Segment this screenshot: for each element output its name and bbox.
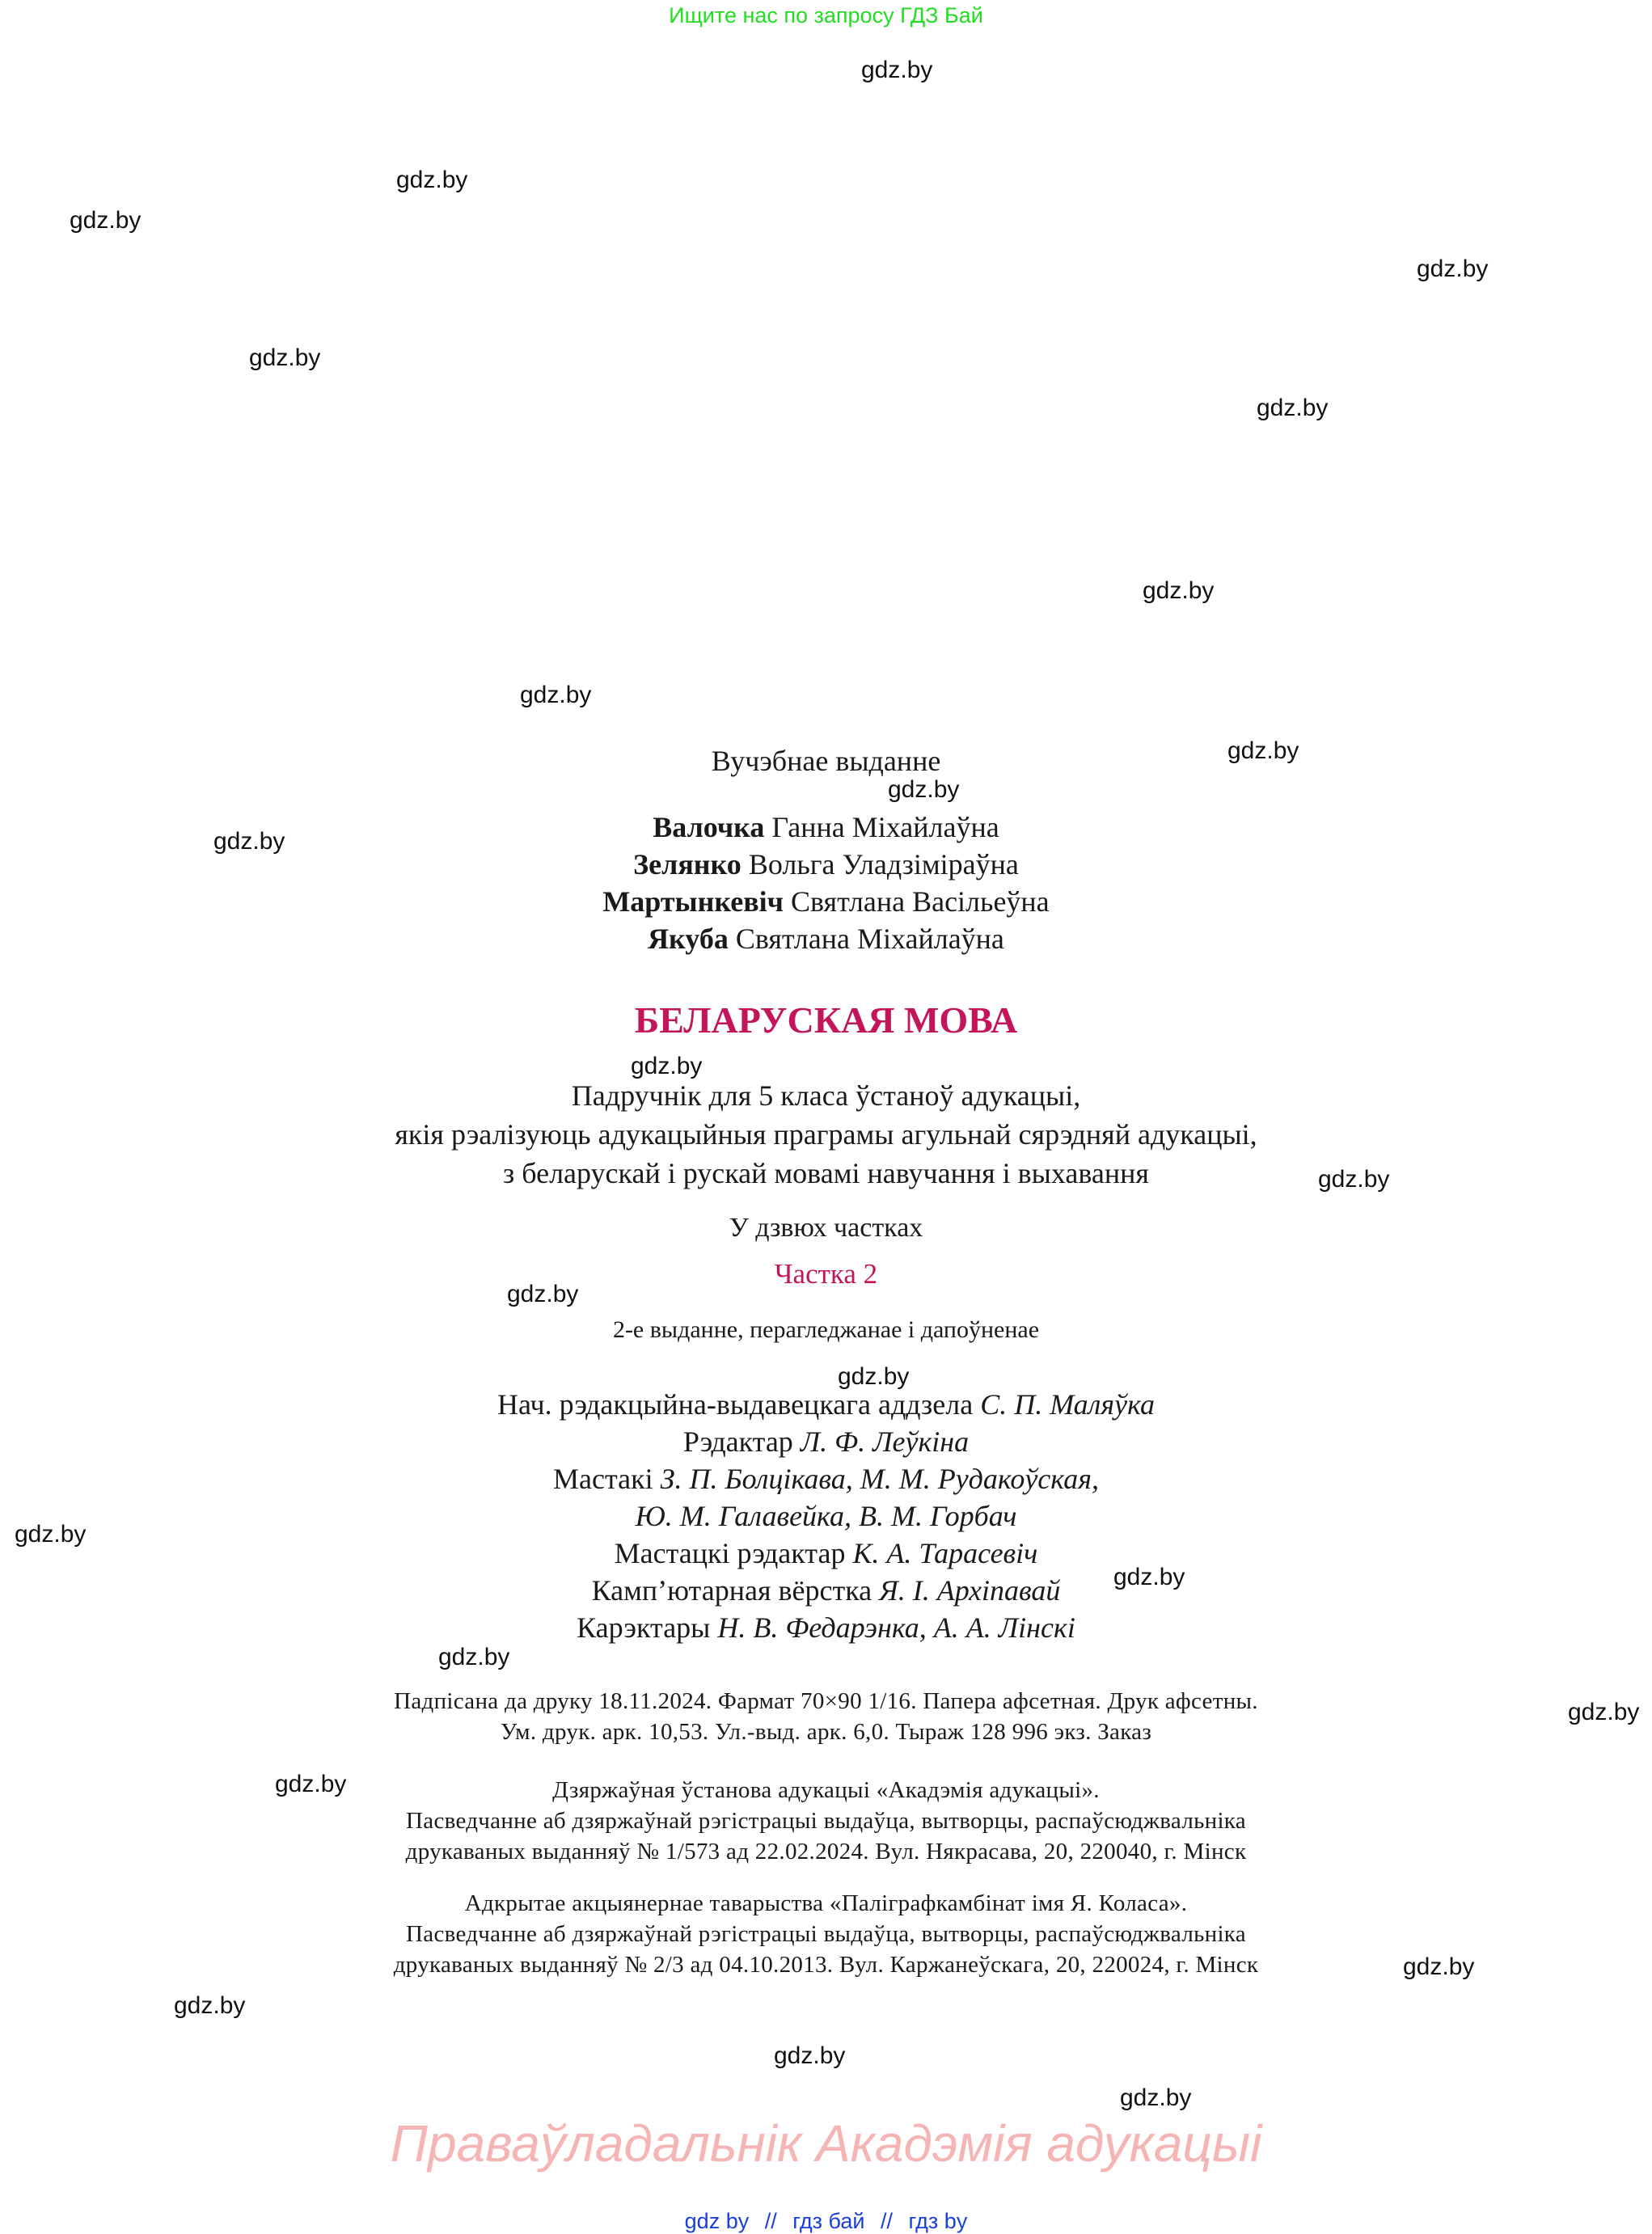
watermark-gdz-by: gdz.by <box>520 682 592 708</box>
subtitle-line-2: якія рэалізуюць адукацыйныя праграмы агульнай сярэдняй адукацыі, <box>395 1118 1257 1151</box>
watermark-gdz-by: gdz.by <box>249 344 321 371</box>
watermark-gdz-by: gdz.by <box>1257 395 1329 421</box>
credit-line <box>0 1387 1652 1421</box>
footer-link-gdz-by-cyr[interactable]: гдз by <box>908 2209 968 2233</box>
print-info-line-1: Падпісана да друку 18.11.2024. Фармат 70×90 1/16. Папера афсетная. Друк афсетны. <box>394 1688 1258 1714</box>
credit-names: Л. Ф. Леўкіна <box>800 1425 970 1458</box>
watermark-gdz-by: gdz.by <box>1568 1699 1640 1725</box>
credit-line <box>0 1611 1652 1645</box>
credit-names: З. П. Болцікава, М. М. Рудакоўская, <box>660 1463 1099 1495</box>
part-label: Частка 2 <box>774 1258 878 1290</box>
credit-role: Рэдактар <box>682 1425 793 1458</box>
watermark-gdz-by: gdz.by <box>1227 737 1299 764</box>
watermark-gdz-by: gdz.by <box>15 1521 87 1548</box>
watermark-gdz-by: gdz.by <box>275 1771 347 1797</box>
watermark-gdz-by: gdz.by <box>438 1644 510 1670</box>
credit-line <box>0 1536 1652 1570</box>
edition-note: 2-е выданне, перагледжанае і дапоўненае <box>612 1316 1040 1343</box>
watermark-gdz-by: gdz.by <box>838 1363 910 1390</box>
author-4 <box>0 922 1652 956</box>
credit-names: К. А. Тарасевіч <box>852 1537 1038 1569</box>
credit-role: Карэктары <box>577 1611 711 1644</box>
watermark-gdz-by: gdz.by <box>1120 2084 1192 2111</box>
watermark-gdz-by: gdz.by <box>631 1053 703 1079</box>
author-surname: Мартынкевіч <box>602 885 784 918</box>
print-info-line-2: Ум. друк. арк. 10,53. Ул.-выд. арк. 6,0. Тыраж 128 996 экз. Заказ <box>500 1719 1152 1745</box>
publisher-line-3: друкаваных выданняў № 1/573 ад 22.02.2024. Вул. Някрасава, 20, 220040, г. Мінск <box>405 1839 1247 1864</box>
watermark-gdz-by: gdz.by <box>213 828 285 855</box>
credit-role: Мастакі <box>553 1463 653 1495</box>
author-surname: Якуба <box>648 923 729 955</box>
author-surname: Зелянко <box>633 848 741 881</box>
subtitle-line-3: з беларускай і рускай мовамі навучання і выхавання <box>503 1157 1149 1189</box>
watermark-gdz-by: gdz.by <box>174 1992 246 2019</box>
watermark-gdz-by: gdz.by <box>774 2042 846 2069</box>
edition-type: Вучэбнае выданне <box>711 745 941 777</box>
author-name: Святлана Васільеўна <box>790 885 1050 918</box>
author-2 <box>0 847 1652 881</box>
publisher-line-2: Пасведчанне аб дзяржаўнай рэгістрацыі выдаўца, вытворцы, распаўсюджвальніка <box>406 1808 1246 1834</box>
credit-names: Я. І. Архіпавай <box>879 1574 1061 1607</box>
credit-line <box>0 1462 1652 1496</box>
author-1 <box>0 810 1652 844</box>
watermark-gdz-by: gdz.by <box>1318 1166 1390 1193</box>
credit-line-continued: Ю. М. Галавейка, В. М. Горбач <box>635 1500 1017 1532</box>
footer-link-gdz-by[interactable]: gdz by <box>684 2209 750 2233</box>
watermark-gdz-by: gdz.by <box>1417 255 1489 282</box>
watermark-gdz-by: gdz.by <box>507 1281 579 1307</box>
printer-line-3: друкаваных выданняў № 2/3 ад 04.10.2013. Вул. Каржанеўскага, 20, 220024, г. Мінск <box>393 1952 1259 1978</box>
watermark-gdz-by: gdz.by <box>888 776 960 803</box>
footer-link-gdz-bai[interactable]: гдз бай <box>792 2209 865 2233</box>
watermark-gdz-by: gdz.by <box>1113 1564 1185 1590</box>
credit-role: Камп’ютарная вёрстка <box>591 1574 872 1607</box>
credit-role: Нач. рэдакцыйна-выдавецкага аддзела <box>496 1388 974 1421</box>
author-name: Вольга Уладзіміраўна <box>748 848 1019 881</box>
watermark-gdz-by: gdz.by <box>1403 1953 1475 1980</box>
watermark-gdz-by: gdz.by <box>70 207 142 234</box>
credit-names: Н. В. Федарэнка, А. А. Лінскі <box>717 1611 1075 1644</box>
footer-separator: // <box>764 2209 777 2233</box>
printer-line-2: Пасведчанне аб дзяржаўнай рэгістрацыі выдаўца, вытворцы, распаўсюджвальніка <box>406 1921 1246 1947</box>
printer-line-1: Адкрытае акцыянернае таварыства «Паліграфкамбінат імя Я. Коласа». <box>464 1890 1188 1916</box>
credit-names: С. П. Маляўка <box>980 1388 1156 1421</box>
publisher-line-1: Дзяржаўная ўстанова адукацыі «Акадэмія адукацыі». <box>552 1777 1100 1803</box>
footer-links <box>0 2209 1652 2234</box>
watermark-gdz-by: gdz.by <box>861 57 933 83</box>
book-title: БЕЛАРУСКАЯ МОВА <box>634 999 1018 1041</box>
author-3 <box>0 885 1652 919</box>
footer-separator: // <box>881 2209 894 2233</box>
parts-note: У дзвюх частках <box>729 1213 923 1243</box>
rights-holder-text: Праваўладальнік Акадэмія адукацыі <box>390 2114 1262 2173</box>
credit-line <box>0 1573 1652 1607</box>
author-surname: Валочка <box>653 811 765 843</box>
author-name: Ганна Міхайлаўна <box>771 811 999 843</box>
credit-line <box>0 1425 1652 1459</box>
credit-role: Мастацкі рэдактар <box>614 1537 846 1569</box>
top-banner: Ищите нас по запросу ГДЗ Бай <box>669 3 983 27</box>
watermark-gdz-by: gdz.by <box>396 167 468 193</box>
watermark-gdz-by: gdz.by <box>1143 577 1215 604</box>
author-name: Святлана Міхайлаўна <box>735 923 1004 955</box>
subtitle-line-1: Падручнік для 5 класа ўстаноў адукацыі, <box>571 1079 1081 1112</box>
